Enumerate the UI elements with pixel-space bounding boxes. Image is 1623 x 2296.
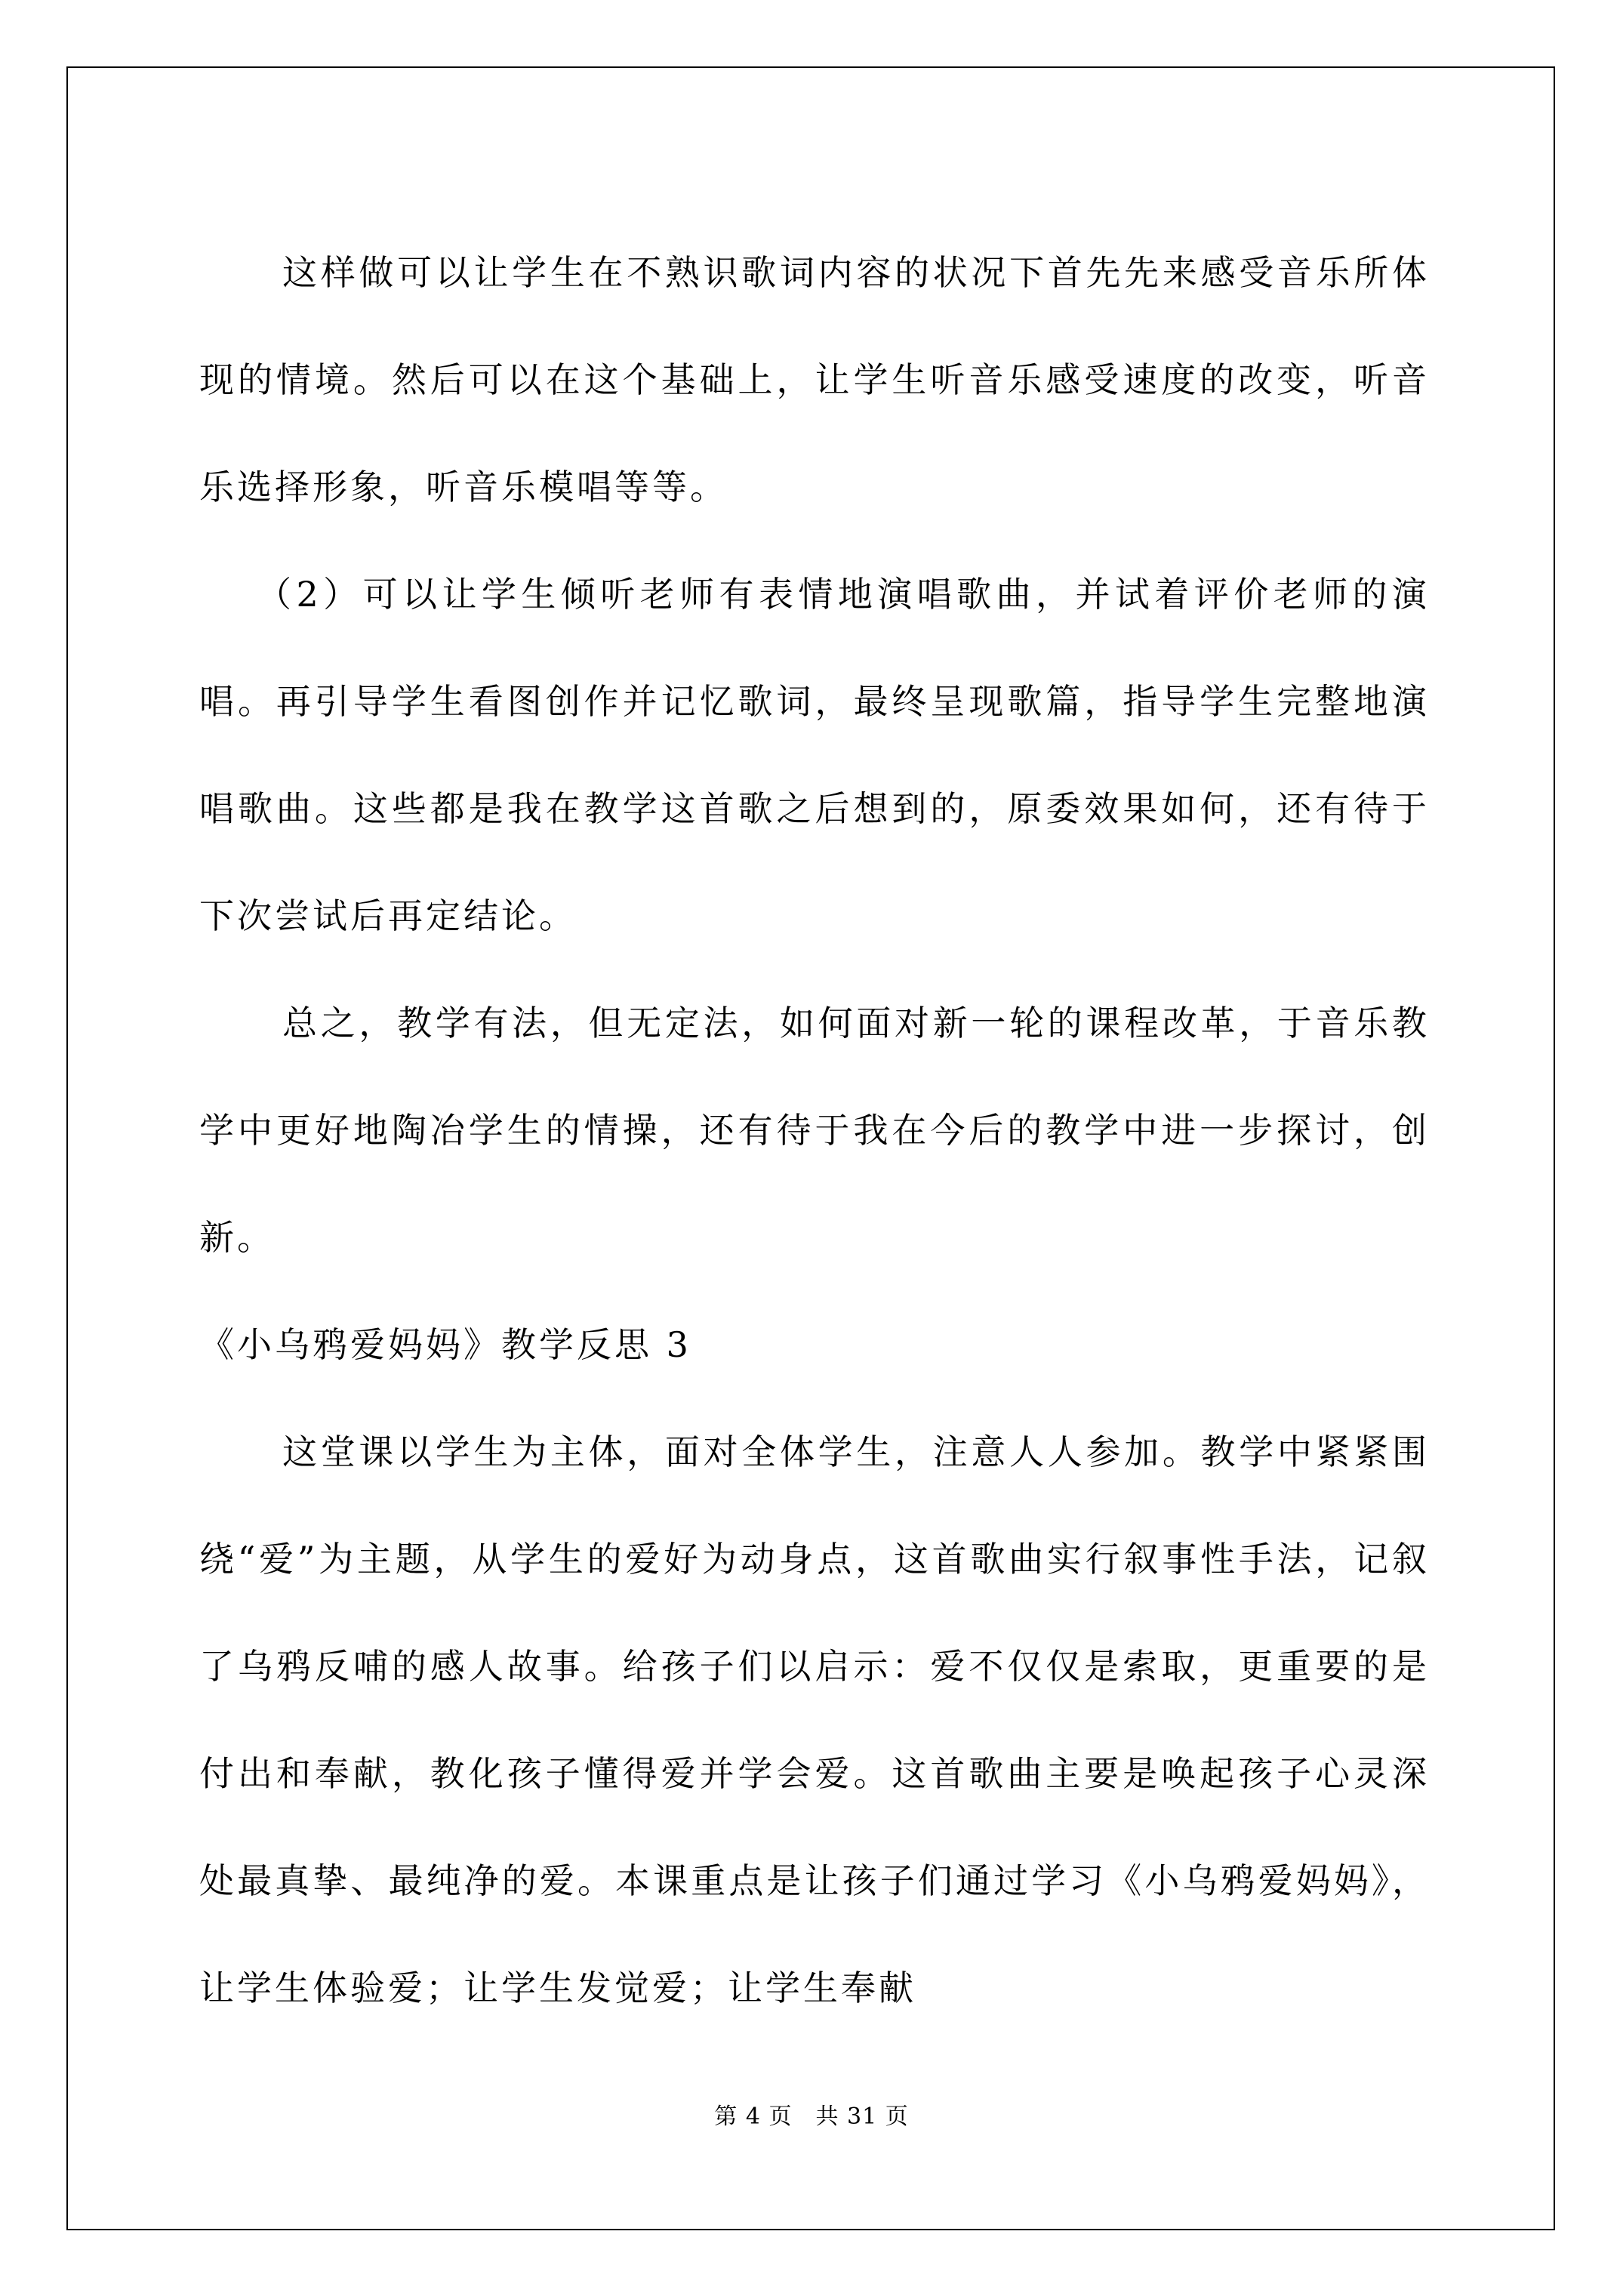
paragraph-3: 总之，教学有法，但无定法，如何面对新一轮的课程改革，于音乐教学中更好地陶冶学生的情操，还有待于我在今后的教学中进一步探讨，创新。 bbox=[199, 1003, 1430, 1258]
paragraph-2: （2）可以让学生倾听老师有表情地演唱歌曲，并试着评价老师的演唱。再引导学生看图创作并记忆歌词，最终呈现歌篇，指导学生完整地演唱歌曲。这些都是我在教学这首歌之后想到的，原委效果如何，还有待于下次尝试后再定结论。 bbox=[199, 574, 1430, 936]
document-body bbox=[199, 219, 1430, 2042]
paragraph-1: 这样做可以让学生在不熟识歌词内容的状况下首先先来感受音乐所体现的情境。然后可以在这个基础上，让学生听音乐感受速度的改变，听音乐选择形象，听音乐模唱等等。 bbox=[199, 252, 1430, 507]
page-footer: 第 4 页 共 31 页 bbox=[714, 2103, 909, 2130]
paragraph-4: 这堂课以学生为主体，面对全体学生，注意人人参加。教学中紧紧围绕“爱”为主题，从学生的爱好为动身点，这首歌曲实行叙事性手法，记叙了乌鸦反哺的感人故事。给孩子们以启示：爱不仅仅是索取，更重要的是付出和奉献，教化孩子懂得爱并学会爱。这首歌曲主要是唤起孩子心灵深处最真挚、最纯净的爱。本课重点是让孩子们通过学习《小乌鸦爱妈妈》，让学生体验爱；让学生发觉爱；让学生奉献 bbox=[199, 1432, 1430, 2008]
section-heading: 《小乌鸦爱妈妈》教学反思 3 bbox=[199, 1324, 691, 1365]
